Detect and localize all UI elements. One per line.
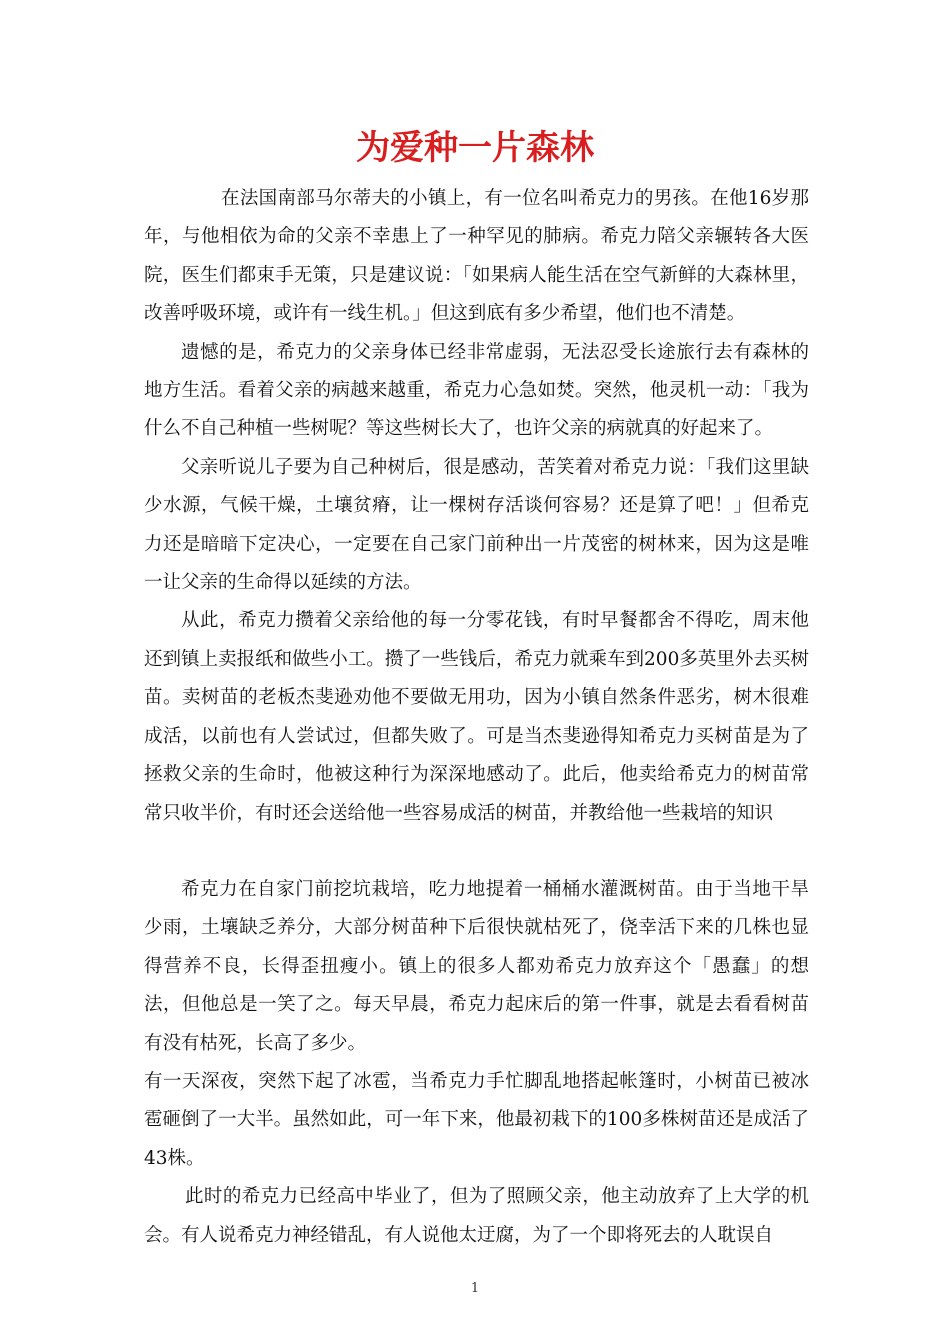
document-body [144,180,809,1255]
paragraph-2: 遗憾的是，希克力的父亲身体已经非常虚弱，无法忍受长途旅行去有森林的地方生活。看着父亲的病越来越重，希克力心急如焚。突然，他灵机一动：「我为什么不自己种植一些树呢？等这些树长大了，也许父亲的病就真的好起来了。 [144,341,809,440]
paragraph-spacer [144,833,809,871]
paragraph-6: 有一天深夜，突然下起了冰雹，当希克力手忙脚乱地搭起帐篷时，小树苗已被冰雹砸倒了一大半。虽然如此，可一年下来，他最初栽下的100多株树苗还是成活了43株。 [144,1070,809,1169]
paragraph-5: 希克力在自家门前挖坑栽培，吃力地提着一桶桶水灌溉树苗。由于当地干旱少雨，土壤缺乏养分，大部分树苗种下后很快就枯死了，侥幸活下来的几株也显得营养不良，长得歪扭瘦小。镇上的很多人都劝希克力放弃这个「愚蠢」的想法，但他总是一笑了之。每天早晨，希克力起床后的第一件事，就是去看看树苗有没有枯死，长高了多少。 [144,878,809,1054]
page-number: 1 [470,1281,480,1296]
page-title: 为爱种一片森林 [356,128,594,168]
paragraph-1: 在法国南部马尔蒂夫的小镇上，有一位名叫希克力的男孩。在他16岁那年，与他相依为命的父亲不幸患上了一种罕见的肺病。希克力陪父亲辗转各大医院，医生们都束手无策，只是建议说：「如果病人能生活在空气新鲜的大森林里，改善呼吸环境，或许有一线生机。」但这到底有多少希望，他们也不清楚。 [144,188,809,325]
paragraph-3: 父亲听说儿子要为自己种树后，很是感动，苦笑着对希克力说：「我们这里缺少水源，气候干燥，土壤贫瘠，让一棵树存活谈何容易？还是算了吧！」但希克力还是暗暗下定决心，一定要在自己家门前种出一片茂密的树林来，因为这是唯一让父亲的生命得以延续的方法。 [144,456,809,594]
paragraph-7: 此时的希克力已经高中毕业了，但为了照顾父亲，他主动放弃了上大学的机会。有人说希克力神经错乱，有人说他太迂腐，为了一个即将死去的人耽误自 [144,1186,809,1246]
paragraph-4: 从此，希克力攒着父亲给他的每一分零花钱，有时早餐都舍不得吃，周末他还到镇上卖报纸和做些小工。攒了一些钱后，希克力就乘车到200多英里外去买树苗。卖树苗的老板杰斐逊劝他不要做无用功，因为小镇自然条件恶劣，树木很难成活，以前也有人尝试过，但都失败了。可是当杰斐逊得知希克力买树苗是为了拯救父亲的生命时，他被这种行为深深地感动了。此后，他卖给希克力的树苗常常只收半价，有时还会送给他一些容易成活的树苗，并教给他一些栽培的知识 [144,610,809,824]
